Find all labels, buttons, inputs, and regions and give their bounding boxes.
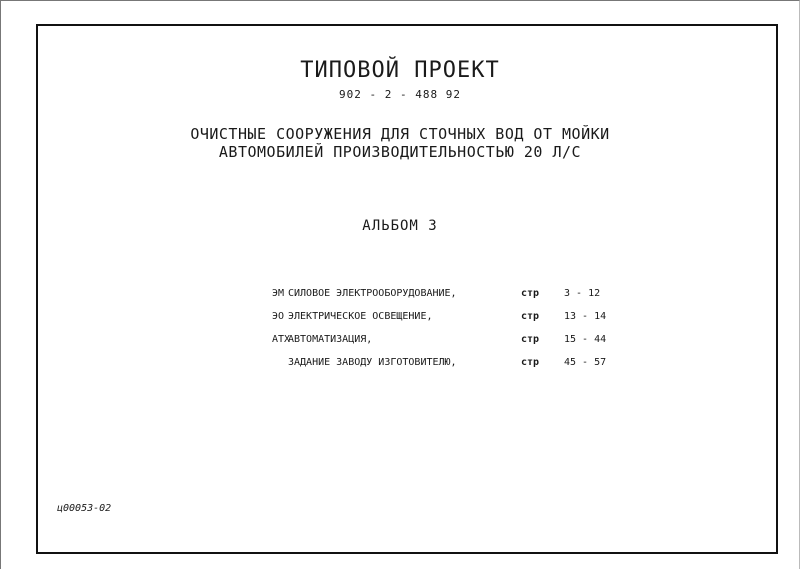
section-title: АВТОМАТИЗАЦИЯ, xyxy=(288,334,373,345)
page-word: стр xyxy=(521,288,540,299)
section-title: ЗАДАНИЕ ЗАВОДУ ИЗГОТОВИТЕЛЮ, xyxy=(288,357,457,368)
contents-list xyxy=(270,288,630,380)
contents-row xyxy=(270,334,630,357)
archive-stamp: ц00053-02 xyxy=(57,503,112,514)
contents-row xyxy=(270,357,630,380)
section-title: ЭЛЕКТРИЧЕСКОЕ ОСВЕЩЕНИЕ, xyxy=(288,311,433,322)
page-word: стр xyxy=(521,334,540,345)
contents-row xyxy=(270,288,630,311)
section-code: ЭМ xyxy=(272,288,285,299)
page-range: 45 - 57 xyxy=(564,357,607,368)
page-range: 15 - 44 xyxy=(564,334,607,345)
document-title: ТИПОВОЙ ПРОЕКТ xyxy=(300,58,500,83)
section-code: АТХ xyxy=(272,334,291,345)
section-code: ЭО xyxy=(272,311,285,322)
section-title: СИЛОВОЕ ЭЛЕКТРООБОРУДОВАНИЕ, xyxy=(288,288,457,299)
page-word: стр xyxy=(521,357,540,368)
project-code: 902 - 2 - 488 92 xyxy=(339,88,461,101)
subtitle-line-2: АВТОМОБИЛЕЙ ПРОИЗВОДИТЕЛЬНОСТЬЮ 20 Л/С xyxy=(218,143,582,161)
subtitle-line-1: ОЧИСТНЫЕ СООРУЖЕНИЯ ДЛЯ СТОЧНЫХ ВОД ОТ МОЙКИ xyxy=(190,125,610,143)
page-range: 3 - 12 xyxy=(564,288,601,299)
page-word: стр xyxy=(521,311,540,322)
contents-row xyxy=(270,311,630,334)
album-number: АЛЬБОМ 3 xyxy=(362,218,438,234)
page-range: 13 - 14 xyxy=(564,311,607,322)
